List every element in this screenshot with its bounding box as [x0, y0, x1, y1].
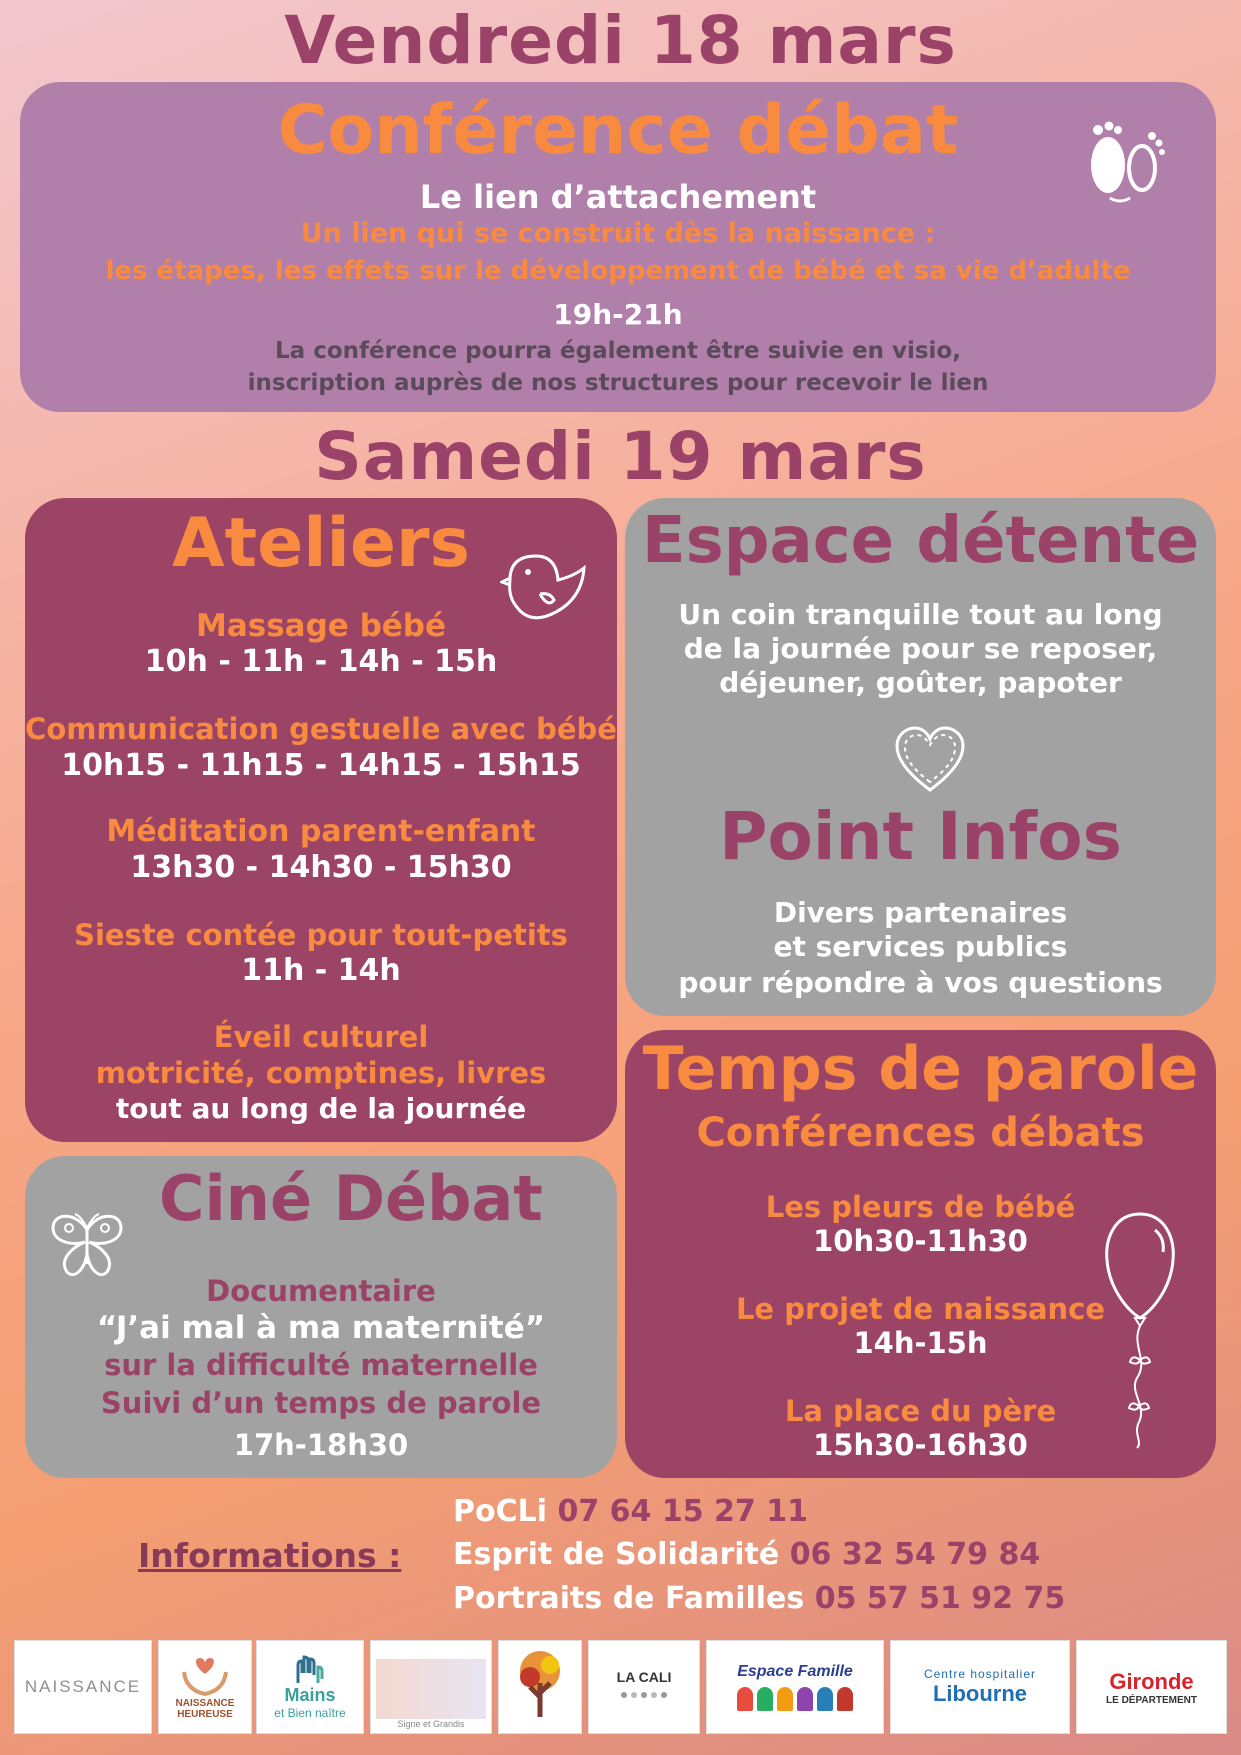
friday-title: Vendredi 18 mars [284, 2, 957, 79]
atelier-name-4: Sieste contée pour tout-petits [74, 918, 568, 952]
atelier-name-2: Communication gestuelle avec bébé [25, 712, 617, 746]
parole-time-3: 15h30-16h30 [813, 1428, 1028, 1462]
atelier-time-2: 10h15 - 11h15 - 14h15 - 15h15 [61, 748, 581, 783]
logo-signe [370, 1640, 492, 1734]
logo-signe-label: Signe et Grandis [397, 1719, 465, 1729]
cine-time: 17h-18h30 [233, 1428, 409, 1462]
parole-time-2: 14h-15h [853, 1326, 988, 1360]
atelier-name-3: Méditation parent-enfant [106, 814, 536, 849]
eveil-title: Éveil culturel [213, 1020, 429, 1054]
infos-line-3: pour répondre à vos questions [678, 966, 1163, 999]
logo-hospital [890, 1640, 1070, 1734]
detente-heading: Espace détente [641, 504, 1200, 578]
signe-illustration [376, 1659, 486, 1719]
contact-name: PoCLi [453, 1494, 548, 1529]
parole-name-3: La place du père [784, 1394, 1057, 1428]
parole-heading: Temps de parole [642, 1034, 1199, 1104]
logo-cali [588, 1640, 700, 1734]
figure-dark-red [837, 1687, 853, 1711]
logo-mains-label: Mains [284, 1684, 336, 1705]
ateliers-heading: Ateliers [172, 504, 470, 583]
conference-heading: Conférence débat [277, 91, 959, 170]
butterfly-icon [47, 1208, 127, 1282]
atelier-name-1: Massage bébé [195, 608, 447, 644]
dots-icon [614, 1685, 674, 1705]
logo-naissance-heureuse [158, 1640, 252, 1734]
balloon-icon [1103, 1210, 1177, 1450]
conference-desc-1: Un lien qui se construit dès la naissance : [300, 218, 936, 249]
cine-heading: Ciné Débat [159, 1162, 543, 1235]
infos-heading: Point Infos [719, 798, 1122, 875]
conference-note-1: La conférence pourra également être suivie en visio, [275, 338, 961, 364]
logo-gironde-label: Gironde [1109, 1668, 1194, 1694]
logo-naissance-heureuse-label: NAISSANCE HEUREUSE [175, 1698, 235, 1720]
logo-mains [256, 1640, 364, 1734]
partner-logos [14, 1640, 1227, 1736]
detente-card [625, 498, 1216, 1016]
figure-red [737, 1687, 753, 1711]
cine-line-1: Documentaire [206, 1274, 436, 1308]
atelier-time-1: 10h - 11h - 14h - 15h [144, 644, 498, 679]
heart-icon [893, 726, 967, 796]
detente-line-1: Un coin tranquille tout au long [678, 598, 1163, 631]
conference-note-2: inscription auprès de nos structures pour recevoir le lien [247, 370, 989, 396]
informations-label: Informations : [138, 1536, 402, 1575]
conference-subtitle: Le lien d’attachement [419, 178, 817, 216]
cine-line-4: Suivi d’un temps de parole [100, 1386, 542, 1420]
parole-name-2: Le projet de naissance [735, 1292, 1106, 1326]
tree-icon [510, 1647, 570, 1727]
parole-card [625, 1030, 1216, 1478]
contact-esprit [453, 1537, 1040, 1572]
hands-heart-icon [180, 1654, 230, 1698]
logo-hospital-label: Centre hospitalier [923, 1667, 1037, 1681]
contact-portraits [453, 1581, 1065, 1616]
contact-pocli [453, 1494, 808, 1529]
infos-line-1: Divers partenaires [773, 896, 1068, 929]
atelier-time-4: 11h - 14h [241, 953, 401, 988]
contact-name: Esprit de Solidarité [453, 1537, 780, 1572]
logo-mains-sub: et Bien naître [274, 1705, 346, 1720]
contact-phone: 05 57 51 92 75 [814, 1581, 1066, 1616]
figure-orange [777, 1687, 793, 1711]
conference-time: 19h-21h [553, 298, 683, 331]
parole-subheading: Conférences débats [696, 1110, 1145, 1156]
parole-name-1: Les pleurs de bébé [765, 1190, 1076, 1224]
eveil-time: tout au long de la journée [115, 1092, 527, 1125]
ateliers-card [25, 498, 617, 1142]
parole-time-1: 10h30-11h30 [813, 1224, 1028, 1258]
cine-film-title: “J’ai mal à ma maternité” [96, 1310, 546, 1346]
cine-card [25, 1156, 617, 1478]
conference-card [20, 82, 1216, 412]
logo-cali-label: LA CALI [616, 1669, 672, 1685]
saturday-title: Samedi 19 mars [314, 418, 927, 495]
logo-gironde-sub: LE DÉPARTEMENT [1106, 1694, 1197, 1706]
infos-line-2: et services publics [773, 930, 1068, 963]
family-figures [737, 1687, 853, 1711]
figure-green [757, 1687, 773, 1711]
contact-phone: 07 64 15 27 11 [557, 1494, 808, 1529]
figure-blue [817, 1687, 833, 1711]
logo-naissance: NAISSANCE [14, 1640, 152, 1734]
logo-tree [498, 1640, 582, 1734]
logo-gironde [1076, 1640, 1227, 1734]
figure-purple [797, 1687, 813, 1711]
atelier-time-3: 13h30 - 14h30 - 15h30 [130, 850, 512, 885]
cine-line-3: sur la difficulté maternelle [104, 1348, 538, 1382]
detente-line-2: de la journée pour se reposer, [683, 632, 1158, 665]
conference-desc-2: les étapes, les effets sur le développement de bébé et sa vie d’adulte [105, 256, 1131, 286]
contact-name: Portraits de Familles [453, 1581, 805, 1616]
logo-espace-famille-label: Espace Famille [737, 1663, 853, 1680]
footprints-icon [1080, 110, 1170, 210]
hands-icon [290, 1655, 330, 1685]
detente-line-3: déjeuner, goûter, papoter [719, 666, 1122, 699]
logo-espace-famille [706, 1640, 884, 1734]
logo-hospital-sub: Libourne [932, 1681, 1028, 1706]
contact-phone: 06 32 54 79 84 [789, 1537, 1041, 1572]
eveil-subtitle: motricité, comptines, livres [95, 1056, 547, 1090]
